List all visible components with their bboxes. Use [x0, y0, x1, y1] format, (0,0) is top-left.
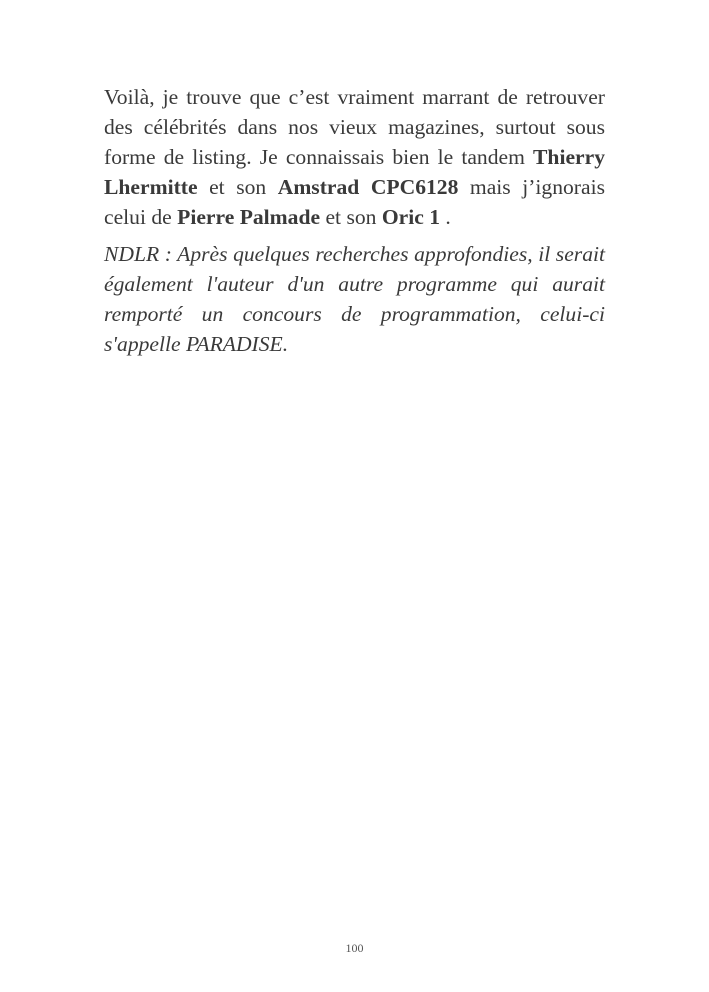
editor-note-paragraph: NDLR : Après quelques recherches approfondies, il serait également l'auteur d'un autre programme qui aurait remporté un concours de programmation, celui-ci s'appelle PARADISE. [104, 242, 605, 356]
intro-paragraph [104, 82, 605, 232]
person-name-thierry-lhermitte: Thierry Lhermitte [104, 145, 605, 199]
computer-name-amstrad: Amstrad CPC6128 [277, 175, 459, 199]
intro-text-5: . [440, 205, 451, 229]
computer-name-oric: Oric 1 [381, 205, 441, 229]
page-number: 100 [345, 941, 364, 955]
intro-text-1: Voilà, je trouve que c’est vraiment marrant de retrouver des célébrités dans nos vieux magazines, surtout sous forme de listing. Je connaissais bien le tandem [104, 85, 605, 169]
person-name-pierre-palmade: Pierre Palmade [177, 205, 321, 229]
intro-text-2: et son [197, 175, 278, 199]
intro-text-4: et son [320, 205, 382, 229]
intro-text-3: mais j’ignorais celui de [104, 175, 605, 229]
page-body [104, 82, 605, 359]
